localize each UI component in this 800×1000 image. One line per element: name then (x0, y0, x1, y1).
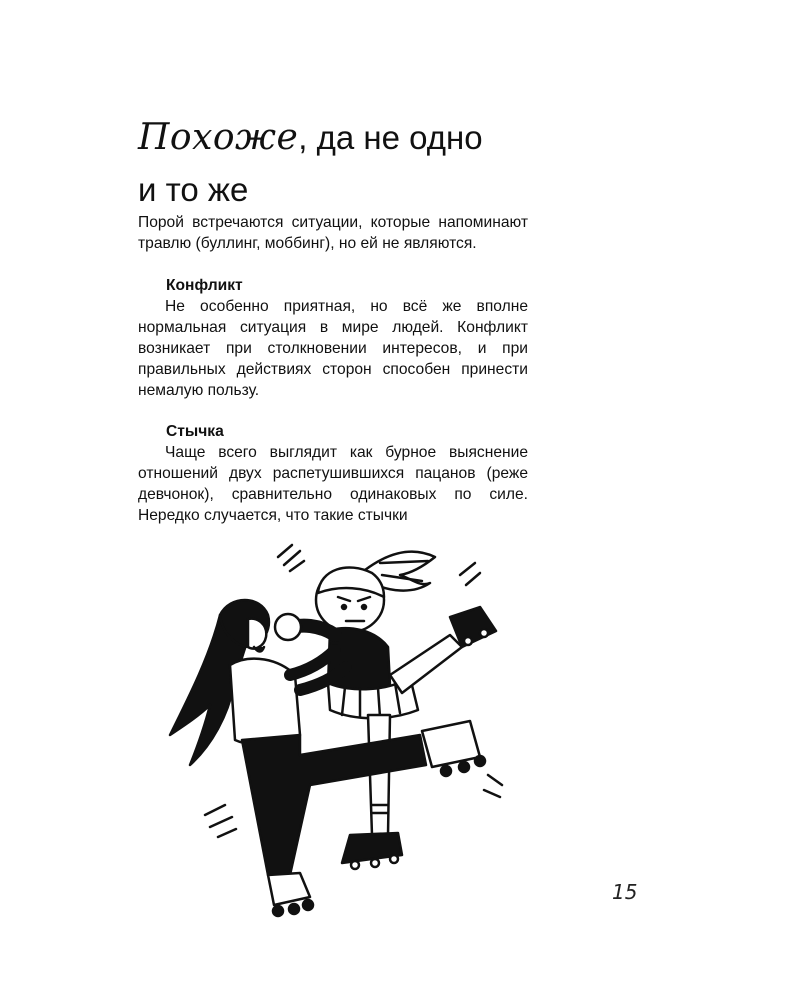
title-handwritten-word: Похоже (138, 117, 299, 158)
section-heading-skirmish: Стычка (166, 423, 224, 440)
page-title (138, 112, 558, 216)
intro-paragraph: Порой встречаются ситуации, которые напоминают травлю (буллинг, моббинг), но ей не являются. (138, 214, 528, 252)
motion-lines-left-icon (205, 805, 236, 837)
motion-lines-top-icon (278, 545, 304, 571)
section-text-skirmish: Чаще всего выглядит как бурное выяснение отношений двух распетушившихся пацанов (реже девчонок), сравнительно одинаковых по силе. Нередко случается, что такие стычки (138, 444, 528, 524)
title-line-1-rest: , да не одно (298, 119, 483, 156)
page-number: 15 (612, 880, 638, 904)
title-line-2: и то же (138, 171, 249, 208)
two-girls-fighting-illustration (150, 535, 510, 920)
section-heading-conflict: Конфликт (166, 277, 243, 294)
section-text-conflict: Не особенно приятная, но всё же вполне нормальная ситуация в мире людей. Конфликт возникает при столкновении интересов, и при правильных действиях сторон способен принести немалую пользу. (138, 298, 528, 399)
motion-lines-right-icon (460, 563, 480, 585)
girl-right-figure (275, 552, 496, 869)
